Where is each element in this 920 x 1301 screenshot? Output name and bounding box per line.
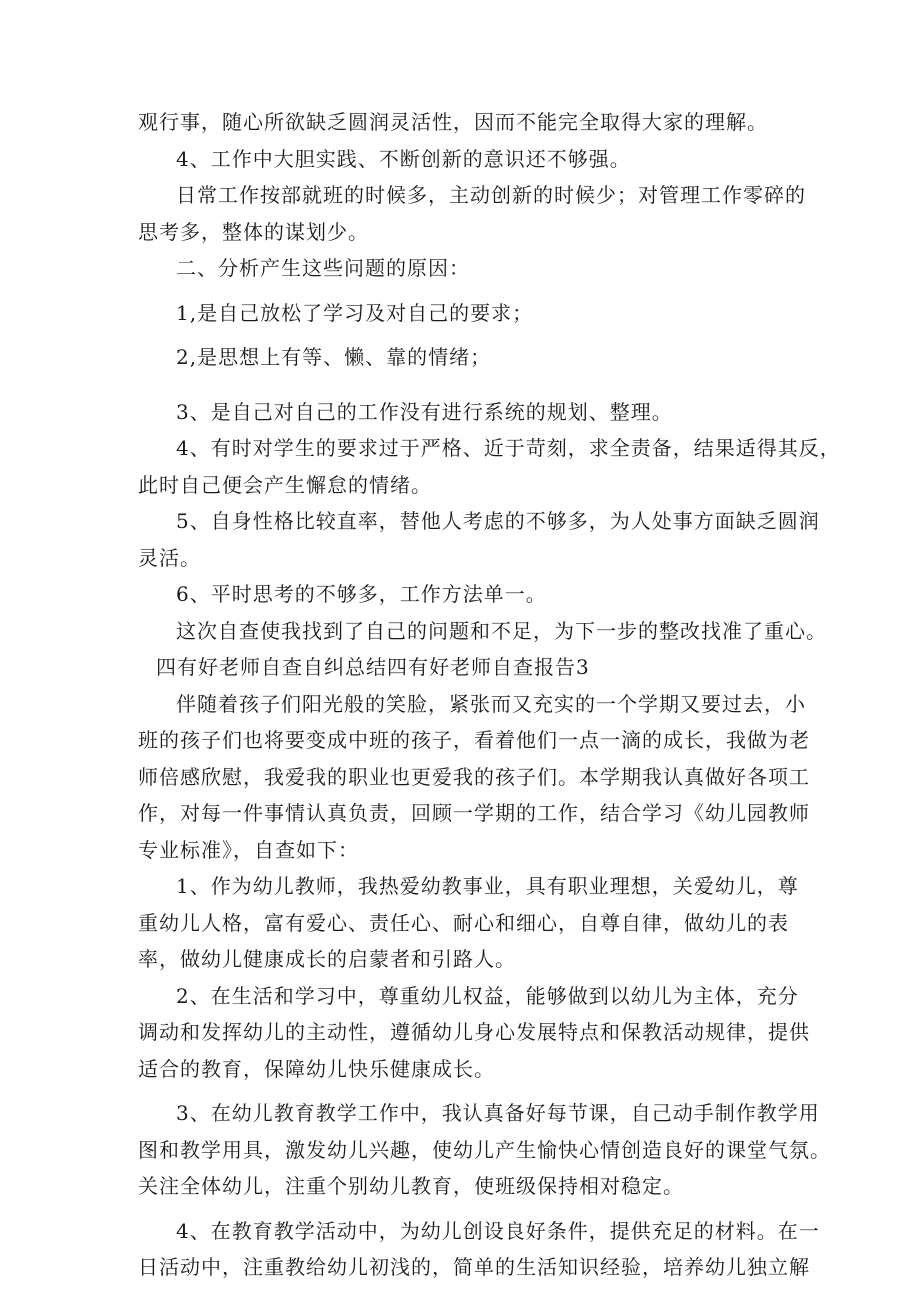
text-line: 师倍感欣慰，我爱我的职业也更爱我的孩子们。本学期我认真做好各项工 <box>138 764 810 789</box>
text-line: 适合的教育，保障幼儿快乐健康成长。 <box>138 1056 495 1081</box>
text-line: 率，做幼儿健康成长的启蒙者和引路人。 <box>138 947 516 971</box>
list-item-2: 2,是思想上有等、懒、靠的情绪； <box>176 345 492 369</box>
text-line: 班的孩子们也将要变成中班的孩子，看着他们一点一滴的成长，我做为老 <box>138 728 810 752</box>
list-item-1: 1,是自己放松了学习及对自己的要求； <box>176 300 534 325</box>
text-line: 专业标准》，自查如下： <box>138 837 359 862</box>
list-item-6: 6、平时思考的不够多，工作方法单一。 <box>176 582 547 606</box>
text-line: 伴随着孩子们阳光般的笑脸，紧张而又充实的一个学期又要过去，小 <box>176 691 806 716</box>
text-line: 日活动中，注重教给幼儿初浅的，简单的生活知识经验，培养幼儿独立解 <box>138 1255 810 1279</box>
text-line: 重幼儿人格，富有爱心、责任心、耐心和细心，自尊自律，做幼儿的表 <box>138 910 789 935</box>
report-title: 四有好老师自查自纠总结四有好老师自查报告3 <box>156 655 590 679</box>
text-line: 此时自己便会产生懈怠的情绪。 <box>138 472 432 497</box>
text-line: 这次自查使我找到了自己的问题和不足，为下一步的整改找准了重心。 <box>176 618 827 643</box>
list-item-4: 4、工作中大胆实践、不断创新的意识还不够强。 <box>176 146 631 171</box>
document-body <box>138 104 841 1286</box>
list-item-4b: 4、有时对学生的要求过于严格、近于苛刻，求全责备，结果适得其反， <box>176 436 841 460</box>
text-line: 关注全体幼儿，注重个别幼儿教育，使班级保持相对稳定。 <box>138 1174 684 1198</box>
list-item-3: 3、是自己对自己的工作没有进行系统的规划、整理。 <box>176 399 673 424</box>
text-line: 日常工作按部就班的时候多，主动创新的时候少；对管理工作零碎的 <box>176 183 806 207</box>
text-line: 调动和发挥幼儿的主动性，遵循幼儿身心发展特点和保教活动规律，提供 <box>138 1020 810 1044</box>
text-line: 图和教学用具，激发幼儿兴趣，使幼儿产生愉快心情创造良好的课堂气氛。 <box>138 1137 831 1162</box>
text-line: 作，对每一件事情认真负责，回顾一学期的工作，结合学习《幼儿园教师 <box>138 801 810 825</box>
text-line: 思考多，整体的谋划少。 <box>138 219 369 244</box>
text-line: 灵活。 <box>138 545 201 570</box>
item-1: 1、作为幼儿教师，我热爱幼教事业，具有职业理想，关爱幼儿，尊 <box>176 874 799 898</box>
item-4: 4、在教育教学活动中，为幼儿创设良好条件，提供充足的材料。在一 <box>176 1218 820 1243</box>
section-heading: 二、分析产生这些问题的原因： <box>176 256 470 280</box>
item-3: 3、在幼儿教育教学工作中，我认真备好每节课，自己动手制作教学用 <box>176 1101 820 1125</box>
list-item-5: 5、自身性格比较直率，替他人考虑的不够多，为人处事方面缺乏圆润 <box>176 509 820 533</box>
text-line: 观行事，随心所欲缺乏圆润灵活性，因而不能完全取得大家的理解。 <box>138 110 768 134</box>
item-2: 2、在生活和学习中，尊重幼儿权益，能够做到以幼儿为主体，充分 <box>176 983 799 1008</box>
